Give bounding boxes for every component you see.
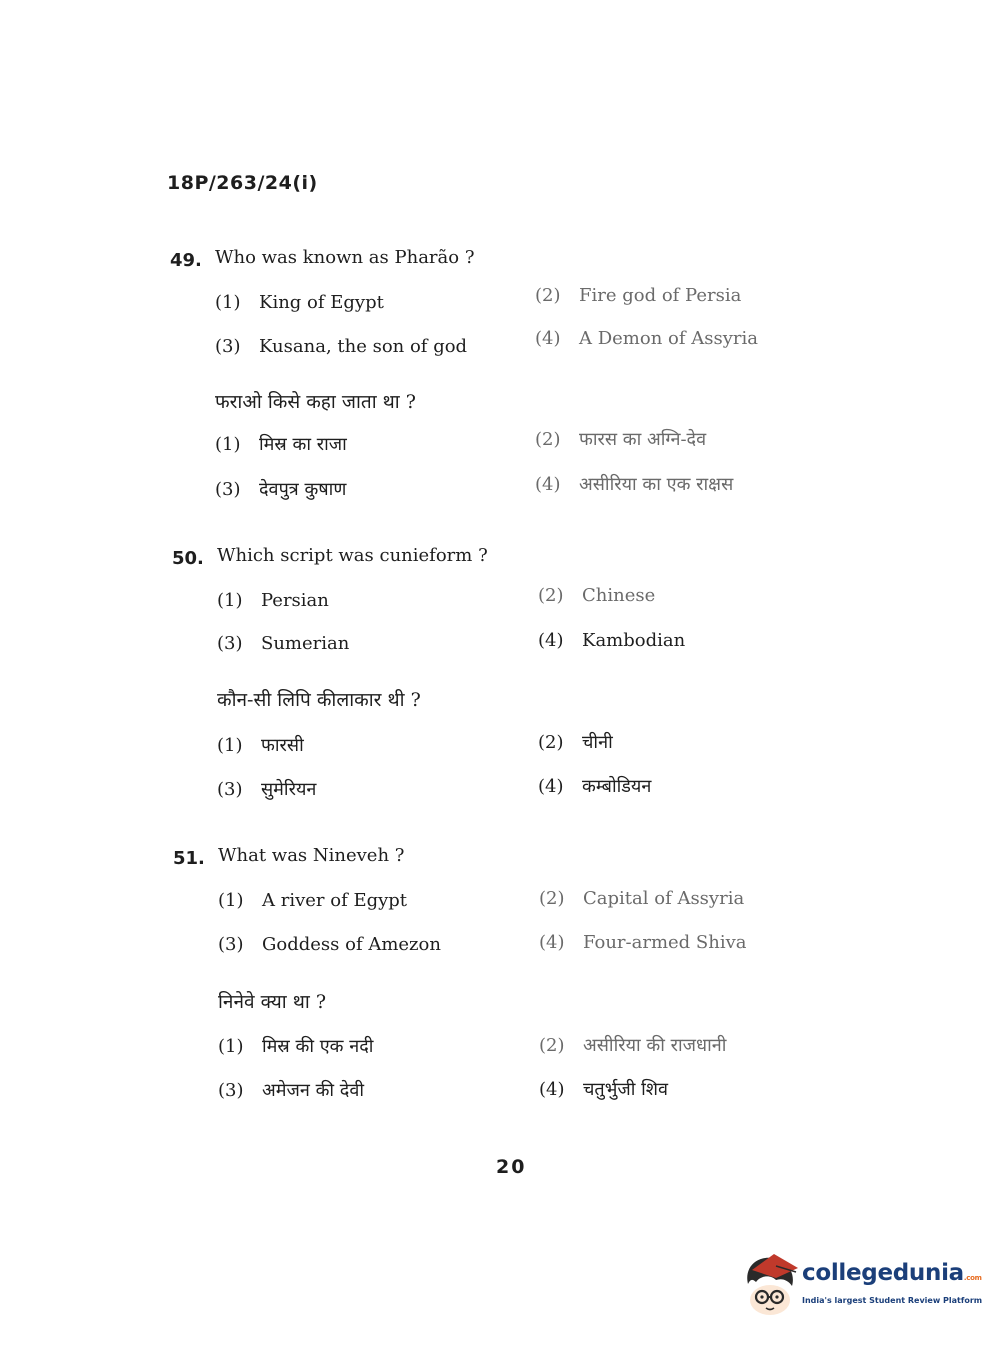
option-number: (4): [535, 328, 561, 349]
page-number: 20: [496, 1156, 527, 1178]
option-text: Sumerian: [261, 633, 350, 654]
option-50-2: [538, 585, 655, 606]
option-49-2: [535, 285, 741, 306]
option-hindi-49-3: [215, 477, 346, 501]
option-number: (3): [215, 336, 241, 357]
option-text: चतुर्भुजी शिव: [583, 1079, 668, 1100]
option-number: (4): [538, 630, 564, 651]
question-text-50: Which script was cunieform ?: [217, 545, 488, 566]
option-49-1: [215, 292, 384, 313]
option-text: फारस का अग्नि-देव: [579, 429, 707, 450]
option-51-1: [218, 890, 407, 911]
option-number: (1): [215, 292, 241, 313]
paper-code: 18P/263/24(i): [167, 172, 318, 194]
option-text: चीनी: [582, 732, 613, 753]
option-49-4: [535, 328, 758, 349]
logo-name: [802, 1260, 982, 1286]
option-number: (3): [218, 934, 244, 955]
option-50-4: [538, 630, 685, 651]
option-text: King of Egypt: [259, 292, 384, 313]
option-number: (3): [218, 1080, 244, 1101]
option-text: Kambodian: [582, 630, 686, 651]
option-text: A Demon of Assyria: [579, 328, 758, 349]
option-number: (2): [538, 732, 564, 753]
option-text: असीरिया का एक राक्षस: [579, 474, 734, 495]
option-hindi-50-2: [538, 730, 613, 754]
question-number-50: 50.: [172, 548, 204, 569]
option-text: फारसी: [261, 735, 304, 756]
option-text: Persian: [261, 590, 329, 611]
option-text: Chinese: [582, 585, 656, 606]
option-49-3: [215, 336, 467, 357]
option-number: (2): [539, 888, 565, 909]
question-text-hindi-50: कौन-सी लिपि कीलाकार थी ?: [217, 689, 421, 711]
option-number: (2): [535, 429, 561, 450]
option-number: (4): [539, 1079, 565, 1100]
option-50-1: [217, 590, 329, 611]
question-number-51: 51.: [173, 848, 205, 869]
option-text: कम्बोडियन: [582, 776, 652, 797]
option-number: (1): [215, 434, 241, 455]
option-text: अमेजन की देवी: [262, 1080, 365, 1101]
option-50-3: [217, 633, 349, 654]
question-text-51: What was Nineveh ?: [218, 845, 405, 866]
option-number: (1): [218, 1036, 244, 1057]
option-number: (1): [217, 735, 243, 756]
option-hindi-50-3: [217, 777, 316, 801]
option-text: Fire god of Persia: [579, 285, 742, 306]
option-hindi-49-4: [535, 472, 733, 496]
question-text-hindi-49: फराओ किसे कहा जाता था ?: [215, 391, 416, 413]
option-hindi-49-1: [215, 432, 347, 456]
option-text: देवपुत्र कुषाण: [259, 479, 347, 500]
option-hindi-51-3: [218, 1078, 364, 1102]
option-number: (2): [535, 285, 561, 306]
option-51-4: [539, 932, 747, 953]
option-text: Kusana, the son of god: [259, 336, 468, 357]
option-hindi-50-1: [217, 733, 304, 757]
option-number: (3): [215, 479, 241, 500]
option-hindi-51-1: [218, 1034, 373, 1058]
option-hindi-51-2: [539, 1033, 726, 1057]
question-text-49: Who was known as Pharão ?: [215, 247, 475, 268]
option-51-2: [539, 888, 744, 909]
option-number: (2): [538, 585, 564, 606]
option-number: (2): [539, 1035, 565, 1056]
option-hindi-50-4: [538, 774, 651, 798]
option-hindi-51-4: [539, 1077, 668, 1101]
option-text: A river of Egypt: [262, 890, 408, 911]
option-number: (3): [217, 633, 243, 654]
option-text: Capital of Assyria: [583, 888, 745, 909]
option-number: (4): [539, 932, 565, 953]
collegedunia-logo: [742, 1250, 983, 1320]
question-text-hindi-51: निनेवे क्या था ?: [218, 991, 327, 1013]
logo-tagline: India's largest Student Review Platform: [802, 1296, 983, 1305]
question-number-49: 49.: [170, 250, 202, 271]
mascot-icon: [742, 1250, 800, 1320]
option-text: असीरिया की राजधानी: [583, 1035, 727, 1056]
option-number: (4): [538, 776, 564, 797]
option-number: (4): [535, 474, 561, 495]
option-text: मिस्र की एक नदी: [262, 1036, 374, 1057]
option-text: मिस्र का राजा: [259, 434, 347, 455]
option-number: (3): [217, 779, 243, 800]
option-text: Goddess of Amezon: [262, 934, 441, 955]
option-number: (1): [218, 890, 244, 911]
option-number: (1): [217, 590, 243, 611]
option-51-3: [218, 934, 441, 955]
option-hindi-49-2: [535, 427, 706, 451]
logo-name-text: collegedunia: [802, 1260, 964, 1286]
option-text: सुमेरियन: [261, 779, 317, 800]
option-text: Four-armed Shiva: [583, 932, 747, 953]
logo-suffix: .com: [963, 1274, 982, 1282]
